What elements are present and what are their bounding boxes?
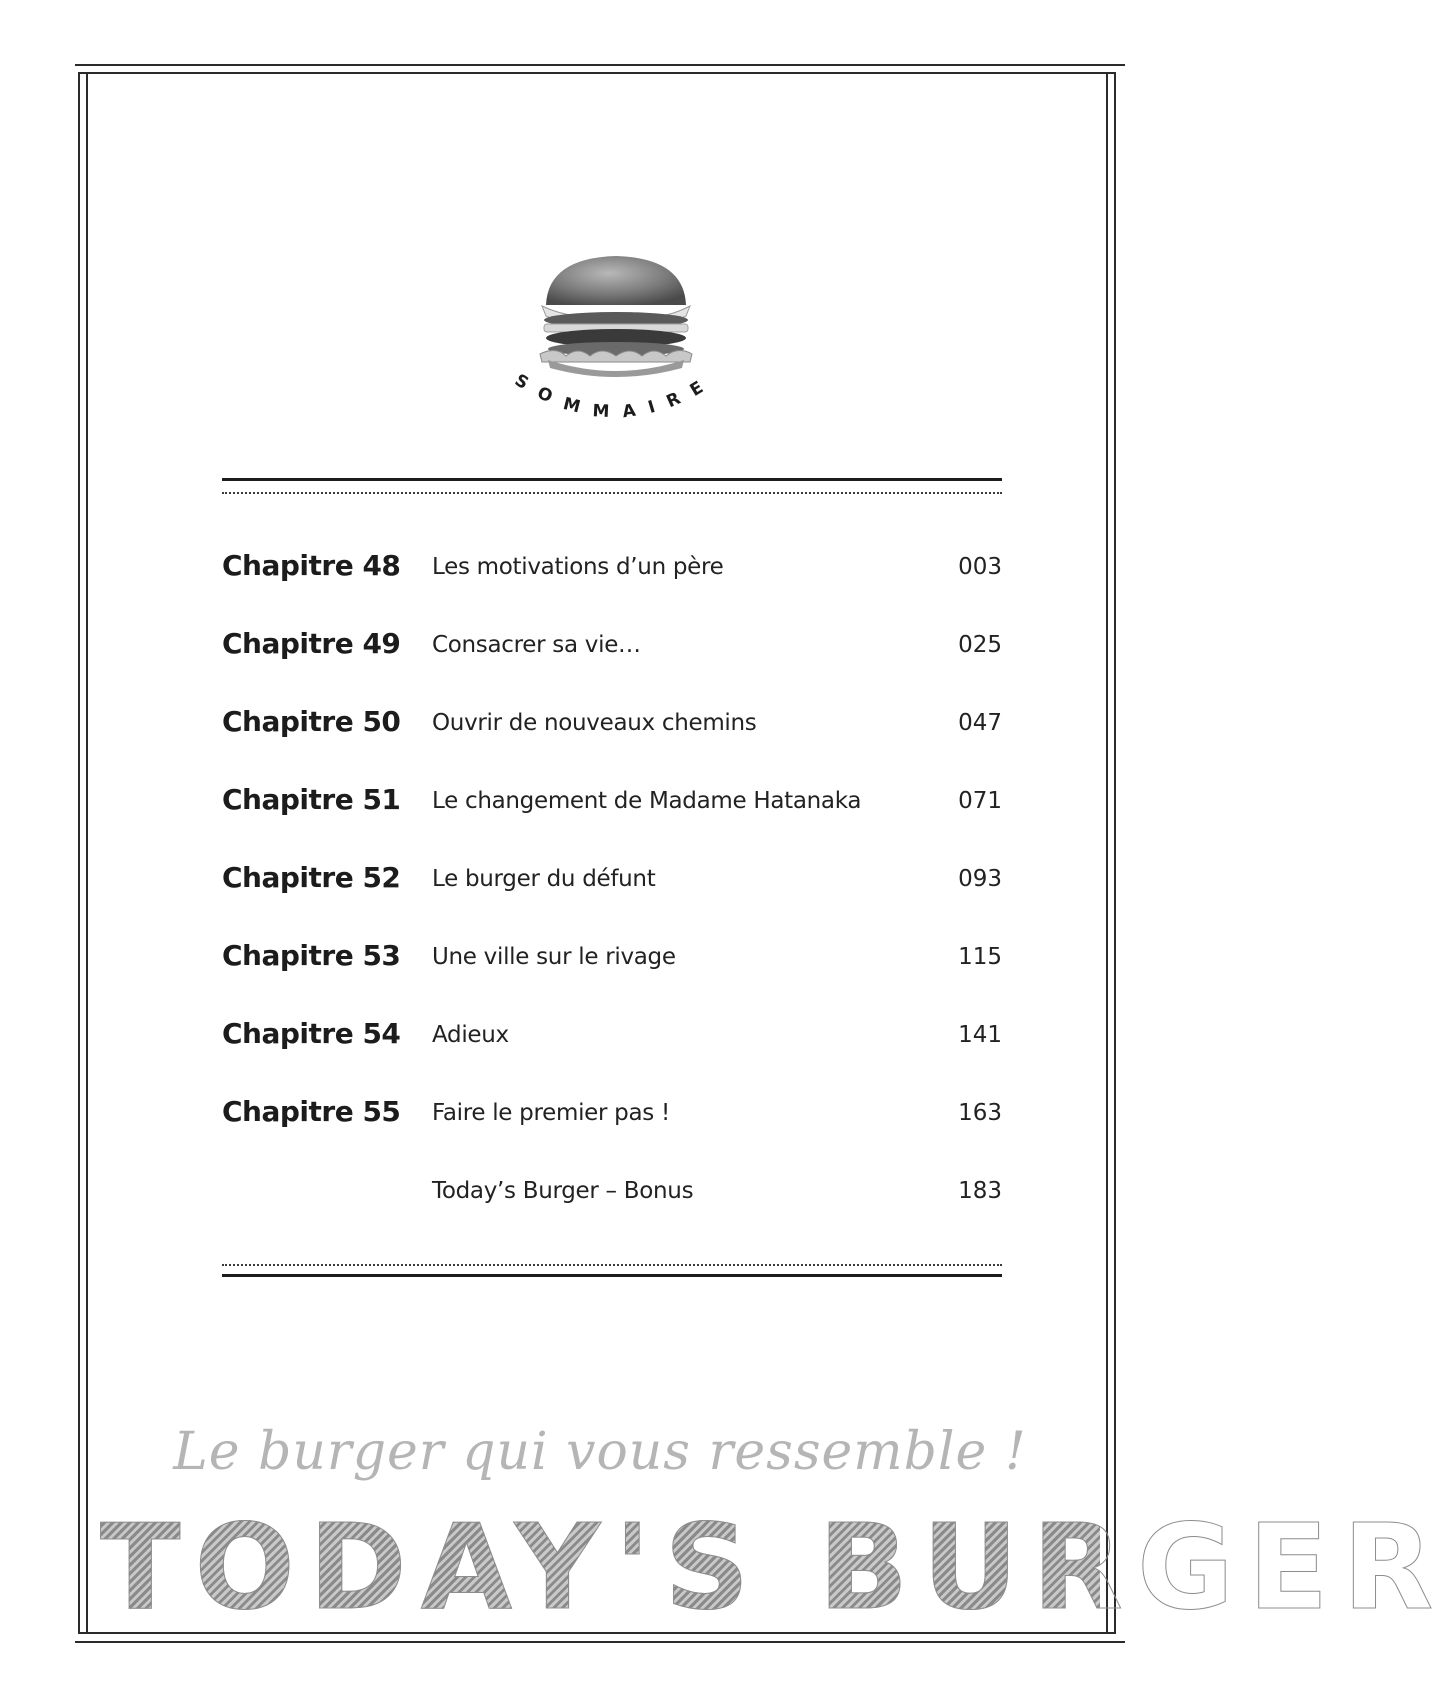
page-number: 071 bbox=[958, 788, 1002, 814]
toc-row bbox=[222, 855, 1002, 933]
page-number: 003 bbox=[958, 554, 1002, 580]
page-number: 047 bbox=[958, 710, 1002, 736]
chapter-title: Le burger du défunt bbox=[432, 866, 656, 892]
page-number: 025 bbox=[958, 632, 1002, 658]
toc-row bbox=[222, 543, 1002, 621]
chapter-number: Chapitre 54 bbox=[222, 1017, 401, 1050]
slogan: Le burger qui vous ressemble ! bbox=[173, 1422, 1027, 1482]
chapter-title: Ouvrir de nouveaux chemins bbox=[432, 710, 757, 736]
chapter-number: Chapitre 52 bbox=[222, 861, 401, 894]
sommaire-text: SOMMAIRE bbox=[511, 370, 719, 423]
top-rule bbox=[75, 64, 1125, 66]
bottom-separator-dots bbox=[222, 1264, 1002, 1266]
toc-row bbox=[222, 1011, 1002, 1089]
chapter-number: Chapitre 48 bbox=[222, 549, 401, 582]
toc-row bbox=[222, 621, 1002, 699]
bottom-rule bbox=[75, 1641, 1125, 1643]
chapter-title: Faire le premier pas ! bbox=[432, 1100, 670, 1126]
chapter-title: Le changement de Madame Hatanaka bbox=[432, 788, 862, 814]
chapter-number: Chapitre 51 bbox=[222, 783, 401, 816]
toc-row bbox=[222, 933, 1002, 1011]
svg-text:SOMMAIRE bbox=[511, 370, 719, 422]
toc-row bbox=[222, 1167, 1002, 1245]
chapter-number: Chapitre 55 bbox=[222, 1095, 401, 1128]
chapter-title: Adieux bbox=[432, 1022, 509, 1048]
table-of-contents bbox=[222, 543, 1002, 1245]
page-number: 115 bbox=[958, 944, 1002, 970]
chapter-number: Chapitre 50 bbox=[222, 705, 401, 738]
toc-row bbox=[222, 777, 1002, 855]
chapter-number: Chapitre 53 bbox=[222, 939, 401, 972]
top-separator-solid bbox=[222, 478, 1002, 481]
chapter-title: Une ville sur le rivage bbox=[432, 944, 676, 970]
top-separator-dots bbox=[222, 492, 1002, 494]
page-number: 183 bbox=[958, 1178, 1002, 1204]
toc-row bbox=[222, 699, 1002, 777]
page-number: 093 bbox=[958, 866, 1002, 892]
toc-row bbox=[222, 1089, 1002, 1167]
chapter-title: Today’s Burger – Bonus bbox=[432, 1178, 694, 1204]
sommaire-heading bbox=[500, 362, 730, 452]
bottom-separator-solid bbox=[222, 1274, 1002, 1277]
brand-logo: TODAY'S BURGER bbox=[100, 1498, 1447, 1636]
burger-illustration bbox=[536, 250, 696, 380]
page-number: 141 bbox=[958, 1022, 1002, 1048]
chapter-title: Consacrer sa vie… bbox=[432, 632, 641, 658]
chapter-number: Chapitre 49 bbox=[222, 627, 401, 660]
chapter-title: Les motivations d’un père bbox=[432, 554, 724, 580]
page-number: 163 bbox=[958, 1100, 1002, 1126]
